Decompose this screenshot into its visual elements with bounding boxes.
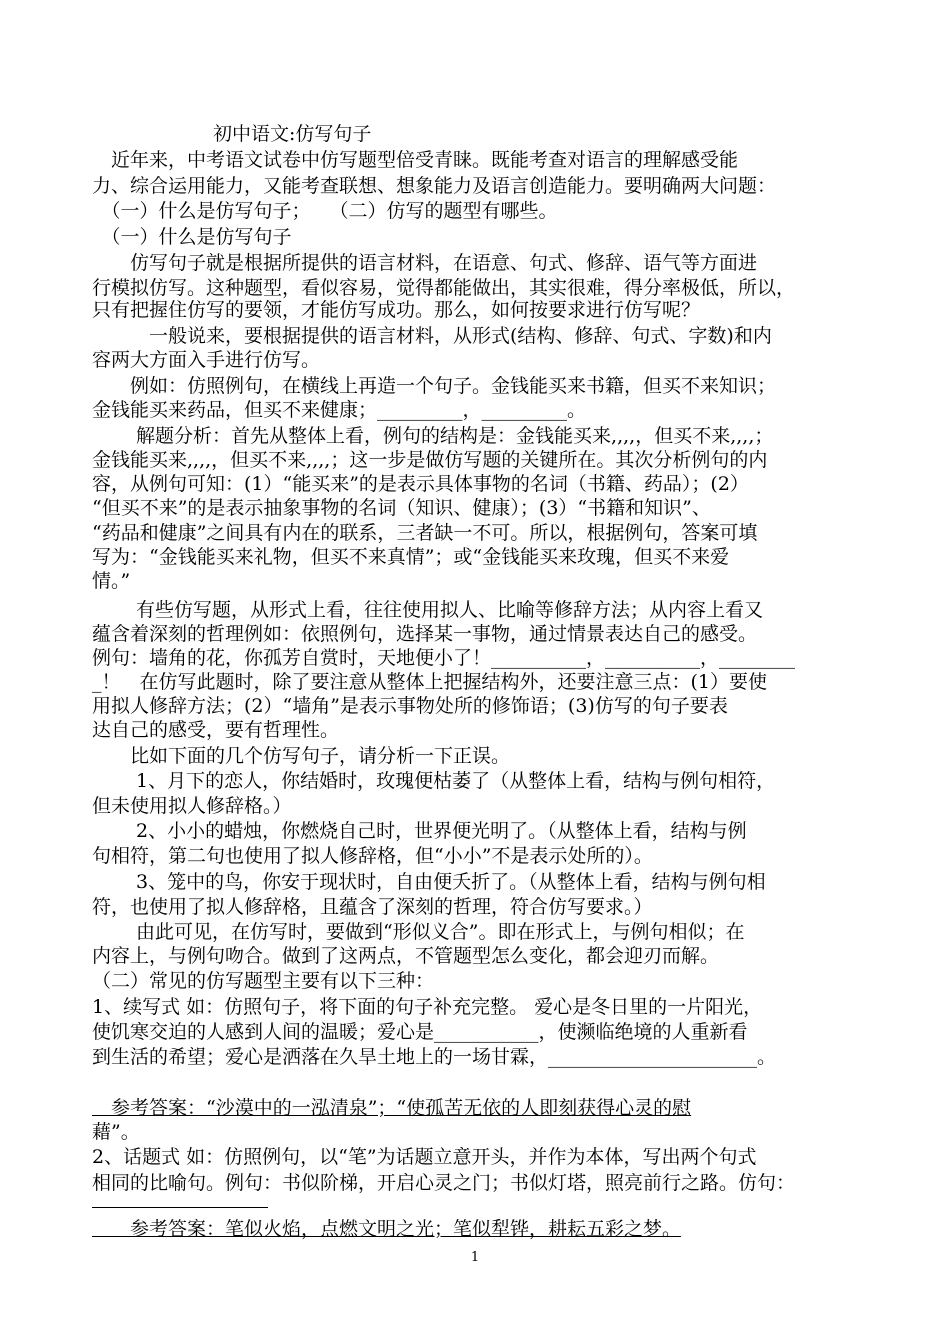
text-line: 只有把握住仿写的要领，才能仿写成功。那么，如何按要求进行仿写呢？ (92, 299, 701, 321)
text-line: 1、续写式 如：仿照句子，将下面的句子补充完整。 爱心是冬日里的一片阳光， (92, 996, 763, 1018)
text-line: （一）什么是仿写句子； （二）仿写的题型有哪些。 (92, 200, 558, 222)
text-line: 用拟人修辞方法；(2）“墙角”是表示事物处所的修饰语；(3)仿写的句子要表 (92, 695, 728, 717)
text-line: 达自己的感受，要有哲理性。 (92, 719, 340, 741)
text-line: 由此可见，在仿写时，要做到“形似义合”。即在形式上，与例句相似；在 (92, 921, 745, 943)
text-line: 金钱能买来,,,,，但买不来,,,,；这一步是做仿写题的关键所在。其次分析例句的内 (92, 449, 768, 471)
text-line: 一般说来，要根据提供的语言材料，从形式(结构、修辞、句式、字数)和内 (92, 325, 772, 347)
text-line: 有些仿写题，从形式上看，往往使用拟人、比喻等修辞方法；从内容上看又 (92, 599, 764, 621)
section-heading: （二）常见的仿写题型主要有以下三种： (92, 970, 435, 992)
text-line: 容，从例句可知：(1）“能买来”的是表示具体事物的名词（书籍、药品）；(2） (92, 473, 749, 495)
answer-blank-line (92, 1207, 268, 1208)
text-line: 情。” (92, 570, 131, 592)
text-line: 近年来，中考语文试卷中仿写题型倍受青睐。既能考查对语言的理解感受能 (92, 149, 739, 171)
page-number: 1 (470, 1250, 480, 1265)
text-line: 金钱能买来药品，但买不来健康；_________，_________。 (92, 399, 587, 421)
text-line: 仿写句子就是根据所提供的语言材料，在语意、句式、修辞、语气等方面进 (92, 252, 758, 274)
text-line: 解题分析：首先从整体上看，例句的结构是：金钱能买来,,,,，但买不来,,,,； (92, 425, 774, 447)
text-line: 例如：仿照例句，在横线上再造一个句子。金钱能买来书籍，但买不来知识； (92, 375, 777, 397)
text-line: 到生活的希望；爱心是洒落在久旱土地上的一场甘霖，______________________。 (92, 1046, 777, 1068)
text-line: 力、综合运用能力，又能考查联想、想象能力及语言创造能力。要明确两大问题： (92, 175, 777, 197)
text-line: 2、话题式 如：仿照例句，以“笔”为话题立意开头，并作为本体，写出两个句式 (92, 1146, 757, 1168)
text-line: “但买不来”的是表示抽象事物的名词（知识、健康）；(3）“书籍和知识”、 (92, 497, 711, 519)
text-line: 藉”。 (92, 1121, 140, 1143)
text-line: _！ 在仿写此题时，除了要注意从整体上把握结构外，还要注意三点：(1）要使 (92, 671, 768, 693)
text-line: “药品和健康”之间具有内在的联系，三者缺一不可。所以，根据例句，答案可填 (92, 522, 758, 544)
example-line: 但未使用拟人修辞格。） (92, 795, 292, 817)
text-line: 内容上，与例句吻合。做到了这两点，不管题型怎么变化，都会迎刃而解。 (92, 945, 720, 967)
section-heading: （一）什么是仿写句子 (92, 226, 292, 248)
example-line: 符，也使用了拟人修辞格，且蕴含了深刻的哲理，符合仿写要求。） (92, 896, 653, 918)
example-line: 1、月下的恋人，你结婚时，玫瑰便枯萎了（从整体上看，结构与例句相符， (92, 770, 776, 792)
example-line: 句相符，第二句也使用了拟人修辞格，但“小小”不是表示处所的）。 (92, 845, 653, 867)
example-line: 2、小小的蜡烛，你燃烧自己时，世界便光明了。（从整体上看，结构与例 (92, 820, 747, 842)
page-title: 初中语文:仿写句子 (213, 123, 372, 145)
text-line: 例句：墙角的花，你孤芳自赏时，天地便小了！__________，__________，________ (92, 647, 796, 669)
reference-answer: 参考答案：“沙漠中的一泓清泉”；“使孤苦无依的人即刻获得心灵的慰 (92, 1097, 692, 1119)
text-line: 蕴含着深刻的哲理例如：依照例句，选择某一事物，通过情景表达自己的感受。 (92, 623, 758, 645)
text-line: 行模拟仿写。这种题型，看似容易，觉得都能做出，其实很难，得分率极低，所以， (92, 277, 796, 299)
text-line: 相同的比喻句。例句：书似阶梯，开启心灵之门；书似灯塔，照亮前行之路。仿句： (92, 1172, 796, 1194)
example-line: 3、笼中的鸟，你安于现状时，自由便夭折了。（从整体上看，结构与例句相 (92, 871, 766, 893)
reference-answer: 参考答案：笔似火焰，点燃文明之光；笔似犁铧，耕耘五彩之梦。 (92, 1218, 682, 1240)
text-line: 容两大方面入手进行仿写。 (92, 349, 321, 371)
text-line: 使饥寒交迫的人感到人间的温暖；爱心是___________，使濒临绝境的人重新看 (92, 1021, 748, 1043)
text-line: 写为：“金钱能买来礼物，但买不来真情”；或“金钱能买来玫瑰，但买不来爱 (92, 546, 730, 568)
text-line: 比如下面的几个仿写句子，请分析一下正误。 (92, 745, 511, 767)
